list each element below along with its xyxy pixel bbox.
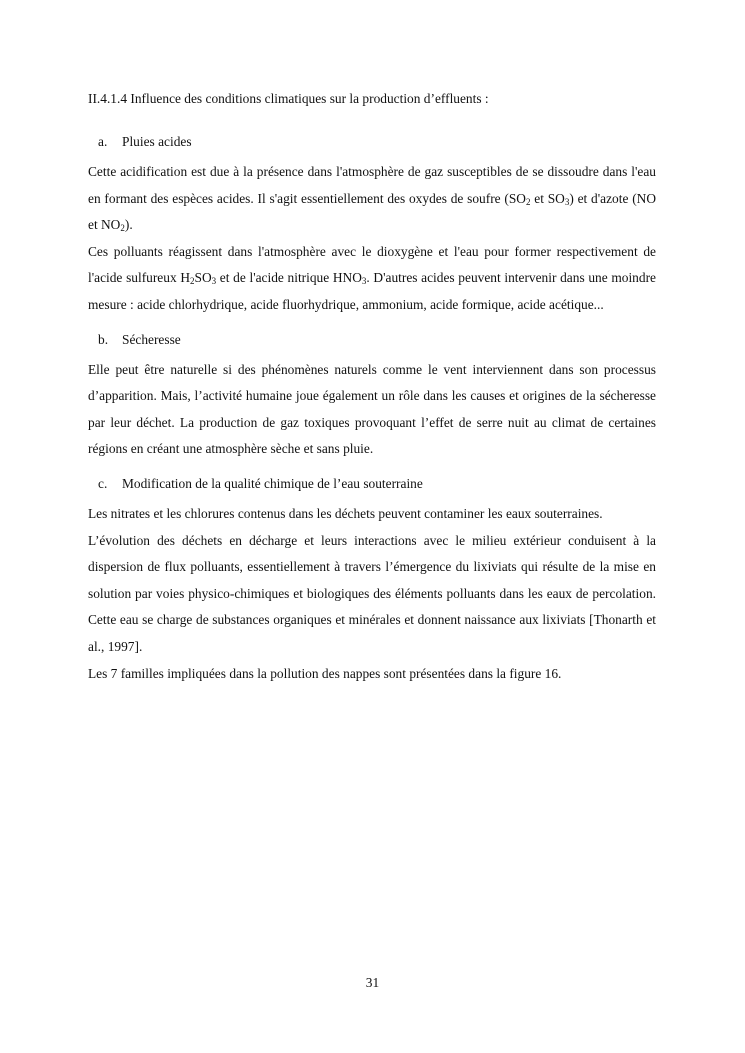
paragraph-groundwater-1: Les nitrates et les chlorures contenus dans les déchets peuvent contaminer les eaux souterraines. bbox=[88, 505, 603, 521]
paragraph-acid-rain-1: Cette acidification est due à la présence dans l'atmosphère de gaz susceptibles de se dissoudre dans l'eau en formant des espèces acides. Il s'agit essentiellement des oxydes de soufre ($SO_2$ et $SO_3$) et d'azote (NO et $NO_2$). bbox=[88, 164, 656, 234]
page-number: 31 bbox=[365, 975, 380, 990]
section-heading: II.4.1.4 Influence des conditions climatiques sur la production d’effluents : bbox=[88, 91, 489, 106]
paragraph-groundwater-3: Les 7 familles impliquées dans la pollution des nappes sont présentées dans la figure 16. bbox=[88, 665, 562, 681]
paragraph-drought: Elle peut être naturelle si des phénomènes naturels comme le vent interviennent dans son processus d’apparition. Mais, l’activité humaine joue également un rôle dans les causes et origines de la sécheresse par leur déchet. La production de gaz toxiques provoquant l’effet de serre nuit au climat de certaines régions en créant une atmosphère sèche et sans pluie. bbox=[88, 361, 656, 457]
paragraph-groundwater-2: L’évolution des déchets en décharge et leurs interactions avec le milieu extérieur conduisent à la dispersion de flux polluants, essentiellement à travers l’émergence du lixiviats qui résulte de la mise en solution par voies physico-chimiques et biologiques des éléments polluants dans les eaux de percolation. Cette eau se charge de substances organiques et minérales et donnent naissance aux lixiviats [Thonarth et al., 1997]. bbox=[88, 532, 656, 654]
subsection-a-letter: a. bbox=[98, 134, 108, 149]
subsection-b-title bbox=[88, 327, 656, 352]
subsection-b-label: Sécheresse bbox=[122, 331, 181, 347]
subsection-a-title bbox=[88, 129, 656, 154]
subsection-c-title bbox=[88, 471, 656, 496]
paragraph-acid-rain-2: Ces polluants réagissent dans l'atmosphère avec le dioxygène et l'eau pour former respectivement de l'acide sulfureux $H_2SO_3$ et de l'acide nitrique $HNO_3$. D'autres acides peuvent intervenir dans une moindre mesure : acide chlorhydrique, acide fluorhydrique, ammonium, acide formique, acide acétique... bbox=[88, 243, 656, 312]
document-page bbox=[88, 86, 656, 687]
subsection-c-letter: c. bbox=[98, 475, 108, 491]
subsection-b-letter: b. bbox=[98, 331, 109, 347]
subsection-c-label: Modification de la qualité chimique de l’eau souterraine bbox=[122, 475, 423, 491]
subsection-a-label: Pluies acides bbox=[122, 134, 192, 149]
